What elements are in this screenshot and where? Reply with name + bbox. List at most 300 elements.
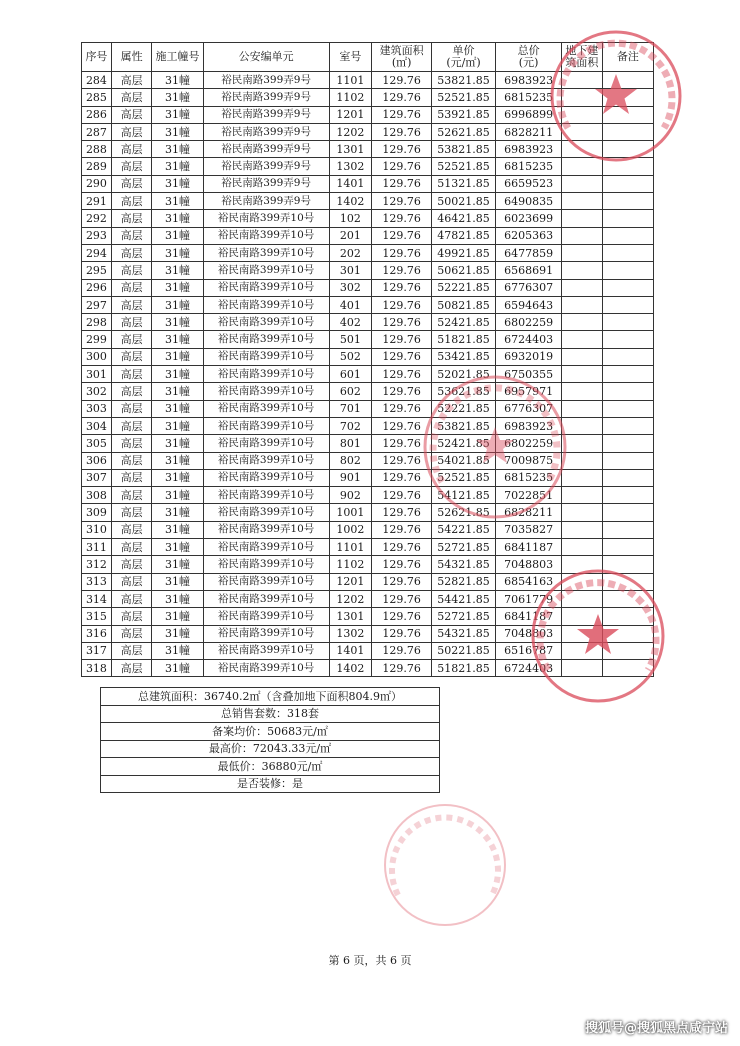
cell-area: 129.76 xyxy=(372,573,432,590)
cell-remarks xyxy=(602,158,653,175)
cell-room: 1401 xyxy=(329,642,372,659)
cell-building: 31幢 xyxy=(152,348,203,365)
cell-area: 129.76 xyxy=(372,106,432,123)
cell-unit-price: 52621.85 xyxy=(431,123,495,140)
cell-attribute: 高层 xyxy=(111,227,152,244)
cell-building: 31幢 xyxy=(152,331,203,348)
cell-total-price: 6815235 xyxy=(496,469,562,486)
header-underground-area: 地下建 筑面积 xyxy=(562,43,603,72)
cell-building: 31幢 xyxy=(152,158,203,175)
cell-index: 317 xyxy=(82,642,112,659)
cell-attribute: 高层 xyxy=(111,642,152,659)
table-row xyxy=(82,608,654,625)
cell-index: 290 xyxy=(82,175,112,192)
table-row xyxy=(82,296,654,313)
cell-address: 裕民南路399弄10号 xyxy=(203,296,329,313)
cell-building: 31幢 xyxy=(152,417,203,434)
cell-attribute: 高层 xyxy=(111,521,152,538)
listing-table xyxy=(81,42,654,677)
cell-underground-area xyxy=(562,452,603,469)
cell-unit-price: 52621.85 xyxy=(431,504,495,521)
cell-building: 31幢 xyxy=(152,435,203,452)
cell-room: 901 xyxy=(329,469,372,486)
header-address: 公安编单元 xyxy=(203,43,329,72)
cell-room: 1102 xyxy=(329,556,372,573)
cell-address: 裕民南路399弄10号 xyxy=(203,452,329,469)
cell-underground-area xyxy=(562,469,603,486)
cell-index: 292 xyxy=(82,210,112,227)
summary-total-units: 总销售套数：318套 xyxy=(101,705,440,723)
cell-room: 1101 xyxy=(329,72,372,89)
cell-unit-price: 52821.85 xyxy=(431,573,495,590)
cell-index: 307 xyxy=(82,469,112,486)
cell-index: 313 xyxy=(82,573,112,590)
cell-underground-area xyxy=(562,435,603,452)
cell-attribute: 高层 xyxy=(111,452,152,469)
summary-max-price: 最高价：72043.33元/㎡ xyxy=(101,740,440,758)
table-row xyxy=(82,487,654,504)
cell-underground-area xyxy=(562,417,603,434)
cell-unit-price: 50221.85 xyxy=(431,642,495,659)
cell-room: 1002 xyxy=(329,521,372,538)
cell-total-price: 6724403 xyxy=(496,331,562,348)
cell-address: 裕民南路399弄10号 xyxy=(203,556,329,573)
cell-remarks xyxy=(602,487,653,504)
cell-address: 裕民南路399弄9号 xyxy=(203,106,329,123)
cell-area: 129.76 xyxy=(372,521,432,538)
cell-address: 裕民南路399弄9号 xyxy=(203,175,329,192)
cell-unit-price: 53821.85 xyxy=(431,417,495,434)
cell-building: 31幢 xyxy=(152,590,203,607)
cell-index: 284 xyxy=(82,72,112,89)
cell-area: 129.76 xyxy=(372,227,432,244)
cell-unit-price: 47821.85 xyxy=(431,227,495,244)
cell-area: 129.76 xyxy=(372,193,432,210)
cell-underground-area xyxy=(562,608,603,625)
summary-avg-price: 备案均价：50683元/㎡ xyxy=(101,723,440,741)
cell-room: 1302 xyxy=(329,158,372,175)
cell-total-price: 6724403 xyxy=(496,660,562,677)
table-row xyxy=(82,417,654,434)
table-row xyxy=(82,400,654,417)
cell-unit-price: 46421.85 xyxy=(431,210,495,227)
table-row xyxy=(82,244,654,261)
cell-address: 裕民南路399弄10号 xyxy=(203,331,329,348)
cell-room: 902 xyxy=(329,487,372,504)
cell-remarks xyxy=(602,141,653,158)
cell-index: 295 xyxy=(82,262,112,279)
table-row xyxy=(82,348,654,365)
cell-address: 裕民南路399弄10号 xyxy=(203,366,329,383)
header-room: 室号 xyxy=(329,43,372,72)
cell-total-price: 6750355 xyxy=(496,366,562,383)
cell-area: 129.76 xyxy=(372,175,432,192)
header-building: 施工幢号 xyxy=(152,43,203,72)
table-row xyxy=(82,314,654,331)
cell-area: 129.76 xyxy=(372,314,432,331)
cell-attribute: 高层 xyxy=(111,106,152,123)
cell-attribute: 高层 xyxy=(111,331,152,348)
cell-address: 裕民南路399弄10号 xyxy=(203,660,329,677)
cell-index: 315 xyxy=(82,608,112,625)
cell-index: 312 xyxy=(82,556,112,573)
cell-index: 286 xyxy=(82,106,112,123)
cell-building: 31幢 xyxy=(152,608,203,625)
table-header-row xyxy=(82,43,654,72)
cell-remarks xyxy=(602,452,653,469)
cell-index: 297 xyxy=(82,296,112,313)
cell-room: 401 xyxy=(329,296,372,313)
cell-remarks xyxy=(602,227,653,244)
cell-index: 298 xyxy=(82,314,112,331)
cell-address: 裕民南路399弄10号 xyxy=(203,279,329,296)
cell-index: 310 xyxy=(82,521,112,538)
cell-underground-area xyxy=(562,504,603,521)
cell-area: 129.76 xyxy=(372,452,432,469)
cell-total-price: 6828211 xyxy=(496,123,562,140)
cell-address: 裕民南路399弄9号 xyxy=(203,89,329,106)
cell-area: 129.76 xyxy=(372,383,432,400)
cell-area: 129.76 xyxy=(372,400,432,417)
cell-room: 1101 xyxy=(329,539,372,556)
cell-room: 1301 xyxy=(329,141,372,158)
table-row xyxy=(82,210,654,227)
cell-total-price: 6776307 xyxy=(496,400,562,417)
cell-room: 1202 xyxy=(329,123,372,140)
cell-building: 31幢 xyxy=(152,469,203,486)
cell-attribute: 高层 xyxy=(111,573,152,590)
cell-room: 402 xyxy=(329,314,372,331)
cell-address: 裕民南路399弄9号 xyxy=(203,123,329,140)
cell-address: 裕民南路399弄10号 xyxy=(203,487,329,504)
cell-address: 裕民南路399弄10号 xyxy=(203,314,329,331)
cell-total-price: 6828211 xyxy=(496,504,562,521)
cell-building: 31幢 xyxy=(152,573,203,590)
cell-room: 302 xyxy=(329,279,372,296)
table-row xyxy=(82,469,654,486)
page-number: 第 6 页，共 6 页 xyxy=(328,954,412,967)
cell-underground-area xyxy=(562,158,603,175)
table-row xyxy=(82,625,654,642)
cell-building: 31幢 xyxy=(152,625,203,642)
cell-room: 701 xyxy=(329,400,372,417)
cell-room: 301 xyxy=(329,262,372,279)
cell-remarks xyxy=(602,573,653,590)
cell-underground-area xyxy=(562,400,603,417)
header-remarks: 备注 xyxy=(602,43,653,72)
cell-area: 129.76 xyxy=(372,660,432,677)
cell-index: 306 xyxy=(82,452,112,469)
cell-building: 31幢 xyxy=(152,210,203,227)
cell-unit-price: 52721.85 xyxy=(431,608,495,625)
cell-room: 102 xyxy=(329,210,372,227)
cell-area: 129.76 xyxy=(372,435,432,452)
cell-building: 31幢 xyxy=(152,314,203,331)
table-row xyxy=(82,366,654,383)
cell-underground-area xyxy=(562,210,603,227)
cell-underground-area xyxy=(562,590,603,607)
cell-area: 129.76 xyxy=(372,331,432,348)
cell-total-price: 6490835 xyxy=(496,193,562,210)
cell-address: 裕民南路399弄10号 xyxy=(203,348,329,365)
cell-building: 31幢 xyxy=(152,383,203,400)
cell-underground-area xyxy=(562,72,603,89)
cell-address: 裕民南路399弄9号 xyxy=(203,72,329,89)
cell-remarks xyxy=(602,314,653,331)
cell-area: 129.76 xyxy=(372,89,432,106)
cell-room: 1102 xyxy=(329,89,372,106)
cell-address: 裕民南路399弄10号 xyxy=(203,642,329,659)
cell-remarks xyxy=(602,608,653,625)
cell-total-price: 7048803 xyxy=(496,625,562,642)
cell-unit-price: 54021.85 xyxy=(431,452,495,469)
cell-building: 31幢 xyxy=(152,175,203,192)
cell-room: 1401 xyxy=(329,175,372,192)
header-total-price: 总价 (元) xyxy=(496,43,562,72)
cell-unit-price: 52421.85 xyxy=(431,314,495,331)
header-area: 建筑面积 (㎡) xyxy=(372,43,432,72)
cell-address: 裕民南路399弄10号 xyxy=(203,608,329,625)
cell-underground-area xyxy=(562,348,603,365)
summary-min-price: 最低价：36880元/㎡ xyxy=(101,758,440,776)
cell-total-price: 6841187 xyxy=(496,539,562,556)
cell-underground-area xyxy=(562,296,603,313)
cell-attribute: 高层 xyxy=(111,348,152,365)
cell-room: 202 xyxy=(329,244,372,261)
cell-address: 裕民南路399弄9号 xyxy=(203,193,329,210)
cell-underground-area xyxy=(562,279,603,296)
cell-area: 129.76 xyxy=(372,348,432,365)
cell-room: 1402 xyxy=(329,660,372,677)
cell-attribute: 高层 xyxy=(111,366,152,383)
cell-remarks xyxy=(602,590,653,607)
cell-total-price: 6932019 xyxy=(496,348,562,365)
cell-area: 129.76 xyxy=(372,556,432,573)
cell-area: 129.76 xyxy=(372,141,432,158)
cell-index: 304 xyxy=(82,417,112,434)
cell-room: 601 xyxy=(329,366,372,383)
cell-total-price: 6776307 xyxy=(496,279,562,296)
cell-area: 129.76 xyxy=(372,296,432,313)
cell-attribute: 高层 xyxy=(111,608,152,625)
cell-unit-price: 52721.85 xyxy=(431,539,495,556)
cell-attribute: 高层 xyxy=(111,590,152,607)
cell-remarks xyxy=(602,106,653,123)
cell-remarks xyxy=(602,400,653,417)
cell-attribute: 高层 xyxy=(111,469,152,486)
cell-area: 129.76 xyxy=(372,72,432,89)
summary-table xyxy=(100,687,440,793)
cell-area: 129.76 xyxy=(372,590,432,607)
cell-building: 31幢 xyxy=(152,642,203,659)
cell-unit-price: 49921.85 xyxy=(431,244,495,261)
cell-attribute: 高层 xyxy=(111,279,152,296)
cell-address: 裕民南路399弄10号 xyxy=(203,210,329,227)
cell-area: 129.76 xyxy=(372,625,432,642)
cell-building: 31幢 xyxy=(152,106,203,123)
table-row xyxy=(82,89,654,106)
cell-underground-area xyxy=(562,521,603,538)
cell-building: 31幢 xyxy=(152,452,203,469)
cell-unit-price: 54421.85 xyxy=(431,590,495,607)
cell-room: 1202 xyxy=(329,590,372,607)
cell-remarks xyxy=(602,383,653,400)
cell-unit-price: 52021.85 xyxy=(431,366,495,383)
cell-remarks xyxy=(602,556,653,573)
cell-unit-price: 54121.85 xyxy=(431,487,495,504)
cell-total-price: 6477859 xyxy=(496,244,562,261)
company-seal-stamp-faint xyxy=(380,800,510,930)
cell-address: 裕民南路399弄10号 xyxy=(203,625,329,642)
cell-index: 309 xyxy=(82,504,112,521)
cell-remarks xyxy=(602,642,653,659)
cell-index: 302 xyxy=(82,383,112,400)
cell-remarks xyxy=(602,175,653,192)
cell-building: 31幢 xyxy=(152,504,203,521)
cell-area: 129.76 xyxy=(372,158,432,175)
cell-underground-area xyxy=(562,123,603,140)
cell-remarks xyxy=(602,521,653,538)
table-row xyxy=(82,383,654,400)
cell-total-price: 6854163 xyxy=(496,573,562,590)
cell-building: 31幢 xyxy=(152,556,203,573)
cell-index: 294 xyxy=(82,244,112,261)
cell-underground-area xyxy=(562,642,603,659)
cell-remarks xyxy=(602,469,653,486)
cell-building: 31幢 xyxy=(152,193,203,210)
cell-unit-price: 54321.85 xyxy=(431,625,495,642)
table-row xyxy=(82,573,654,590)
cell-remarks xyxy=(602,504,653,521)
cell-remarks xyxy=(602,193,653,210)
header-attribute: 属性 xyxy=(111,43,152,72)
cell-unit-price: 52221.85 xyxy=(431,400,495,417)
table-row xyxy=(82,158,654,175)
cell-underground-area xyxy=(562,227,603,244)
cell-area: 129.76 xyxy=(372,262,432,279)
cell-area: 129.76 xyxy=(372,279,432,296)
cell-index: 303 xyxy=(82,400,112,417)
cell-area: 129.76 xyxy=(372,504,432,521)
cell-attribute: 高层 xyxy=(111,487,152,504)
cell-index: 316 xyxy=(82,625,112,642)
cell-unit-price: 53821.85 xyxy=(431,141,495,158)
table-row xyxy=(82,642,654,659)
cell-attribute: 高层 xyxy=(111,262,152,279)
cell-address: 裕民南路399弄9号 xyxy=(203,141,329,158)
cell-attribute: 高层 xyxy=(111,400,152,417)
cell-remarks xyxy=(602,279,653,296)
table-row xyxy=(82,435,654,452)
table-row xyxy=(82,556,654,573)
cell-total-price: 6841187 xyxy=(496,608,562,625)
cell-underground-area xyxy=(562,539,603,556)
cell-remarks xyxy=(602,625,653,642)
cell-room: 602 xyxy=(329,383,372,400)
cell-building: 31幢 xyxy=(152,296,203,313)
cell-underground-area xyxy=(562,244,603,261)
cell-building: 31幢 xyxy=(152,660,203,677)
cell-building: 31幢 xyxy=(152,227,203,244)
cell-total-price: 7035827 xyxy=(496,521,562,538)
cell-total-price: 6802259 xyxy=(496,435,562,452)
cell-underground-area xyxy=(562,660,603,677)
table-row xyxy=(82,227,654,244)
cell-building: 31幢 xyxy=(152,72,203,89)
cell-building: 31幢 xyxy=(152,123,203,140)
cell-total-price: 6568691 xyxy=(496,262,562,279)
cell-address: 裕民南路399弄10号 xyxy=(203,504,329,521)
table-row xyxy=(82,106,654,123)
cell-underground-area xyxy=(562,556,603,573)
cell-area: 129.76 xyxy=(372,366,432,383)
cell-index: 296 xyxy=(82,279,112,296)
cell-address: 裕民南路399弄10号 xyxy=(203,539,329,556)
table-body xyxy=(82,72,654,677)
cell-remarks xyxy=(602,72,653,89)
cell-total-price: 6516787 xyxy=(496,642,562,659)
table-row xyxy=(82,590,654,607)
cell-total-price: 6802259 xyxy=(496,314,562,331)
cell-attribute: 高层 xyxy=(111,72,152,89)
cell-room: 702 xyxy=(329,417,372,434)
table-row xyxy=(82,262,654,279)
cell-underground-area xyxy=(562,262,603,279)
cell-total-price: 7061779 xyxy=(496,590,562,607)
cell-building: 31幢 xyxy=(152,521,203,538)
cell-remarks xyxy=(602,296,653,313)
cell-total-price: 7022851 xyxy=(496,487,562,504)
cell-attribute: 高层 xyxy=(111,244,152,261)
table-row xyxy=(82,193,654,210)
cell-unit-price: 52521.85 xyxy=(431,469,495,486)
cell-attribute: 高层 xyxy=(111,141,152,158)
cell-total-price: 6659523 xyxy=(496,175,562,192)
cell-building: 31幢 xyxy=(152,366,203,383)
cell-underground-area xyxy=(562,89,603,106)
cell-total-price: 7048803 xyxy=(496,556,562,573)
cell-remarks xyxy=(602,123,653,140)
cell-address: 裕民南路399弄10号 xyxy=(203,244,329,261)
cell-index: 293 xyxy=(82,227,112,244)
cell-attribute: 高层 xyxy=(111,435,152,452)
cell-index: 318 xyxy=(82,660,112,677)
table-row xyxy=(82,279,654,296)
cell-total-price: 6957971 xyxy=(496,383,562,400)
cell-attribute: 高层 xyxy=(111,383,152,400)
cell-index: 291 xyxy=(82,193,112,210)
cell-index: 299 xyxy=(82,331,112,348)
cell-attribute: 高层 xyxy=(111,417,152,434)
cell-building: 31幢 xyxy=(152,539,203,556)
summary-decorated: 是否装修：是 xyxy=(101,775,440,793)
cell-underground-area xyxy=(562,625,603,642)
cell-unit-price: 53821.85 xyxy=(431,72,495,89)
cell-area: 129.76 xyxy=(372,417,432,434)
cell-room: 1402 xyxy=(329,193,372,210)
cell-remarks xyxy=(602,244,653,261)
cell-underground-area xyxy=(562,314,603,331)
cell-total-price: 6996899 xyxy=(496,106,562,123)
cell-building: 31幢 xyxy=(152,244,203,261)
cell-total-price: 6594643 xyxy=(496,296,562,313)
table-row xyxy=(82,521,654,538)
cell-room: 802 xyxy=(329,452,372,469)
cell-unit-price: 50821.85 xyxy=(431,296,495,313)
table-row xyxy=(82,72,654,89)
cell-attribute: 高层 xyxy=(111,660,152,677)
cell-index: 285 xyxy=(82,89,112,106)
